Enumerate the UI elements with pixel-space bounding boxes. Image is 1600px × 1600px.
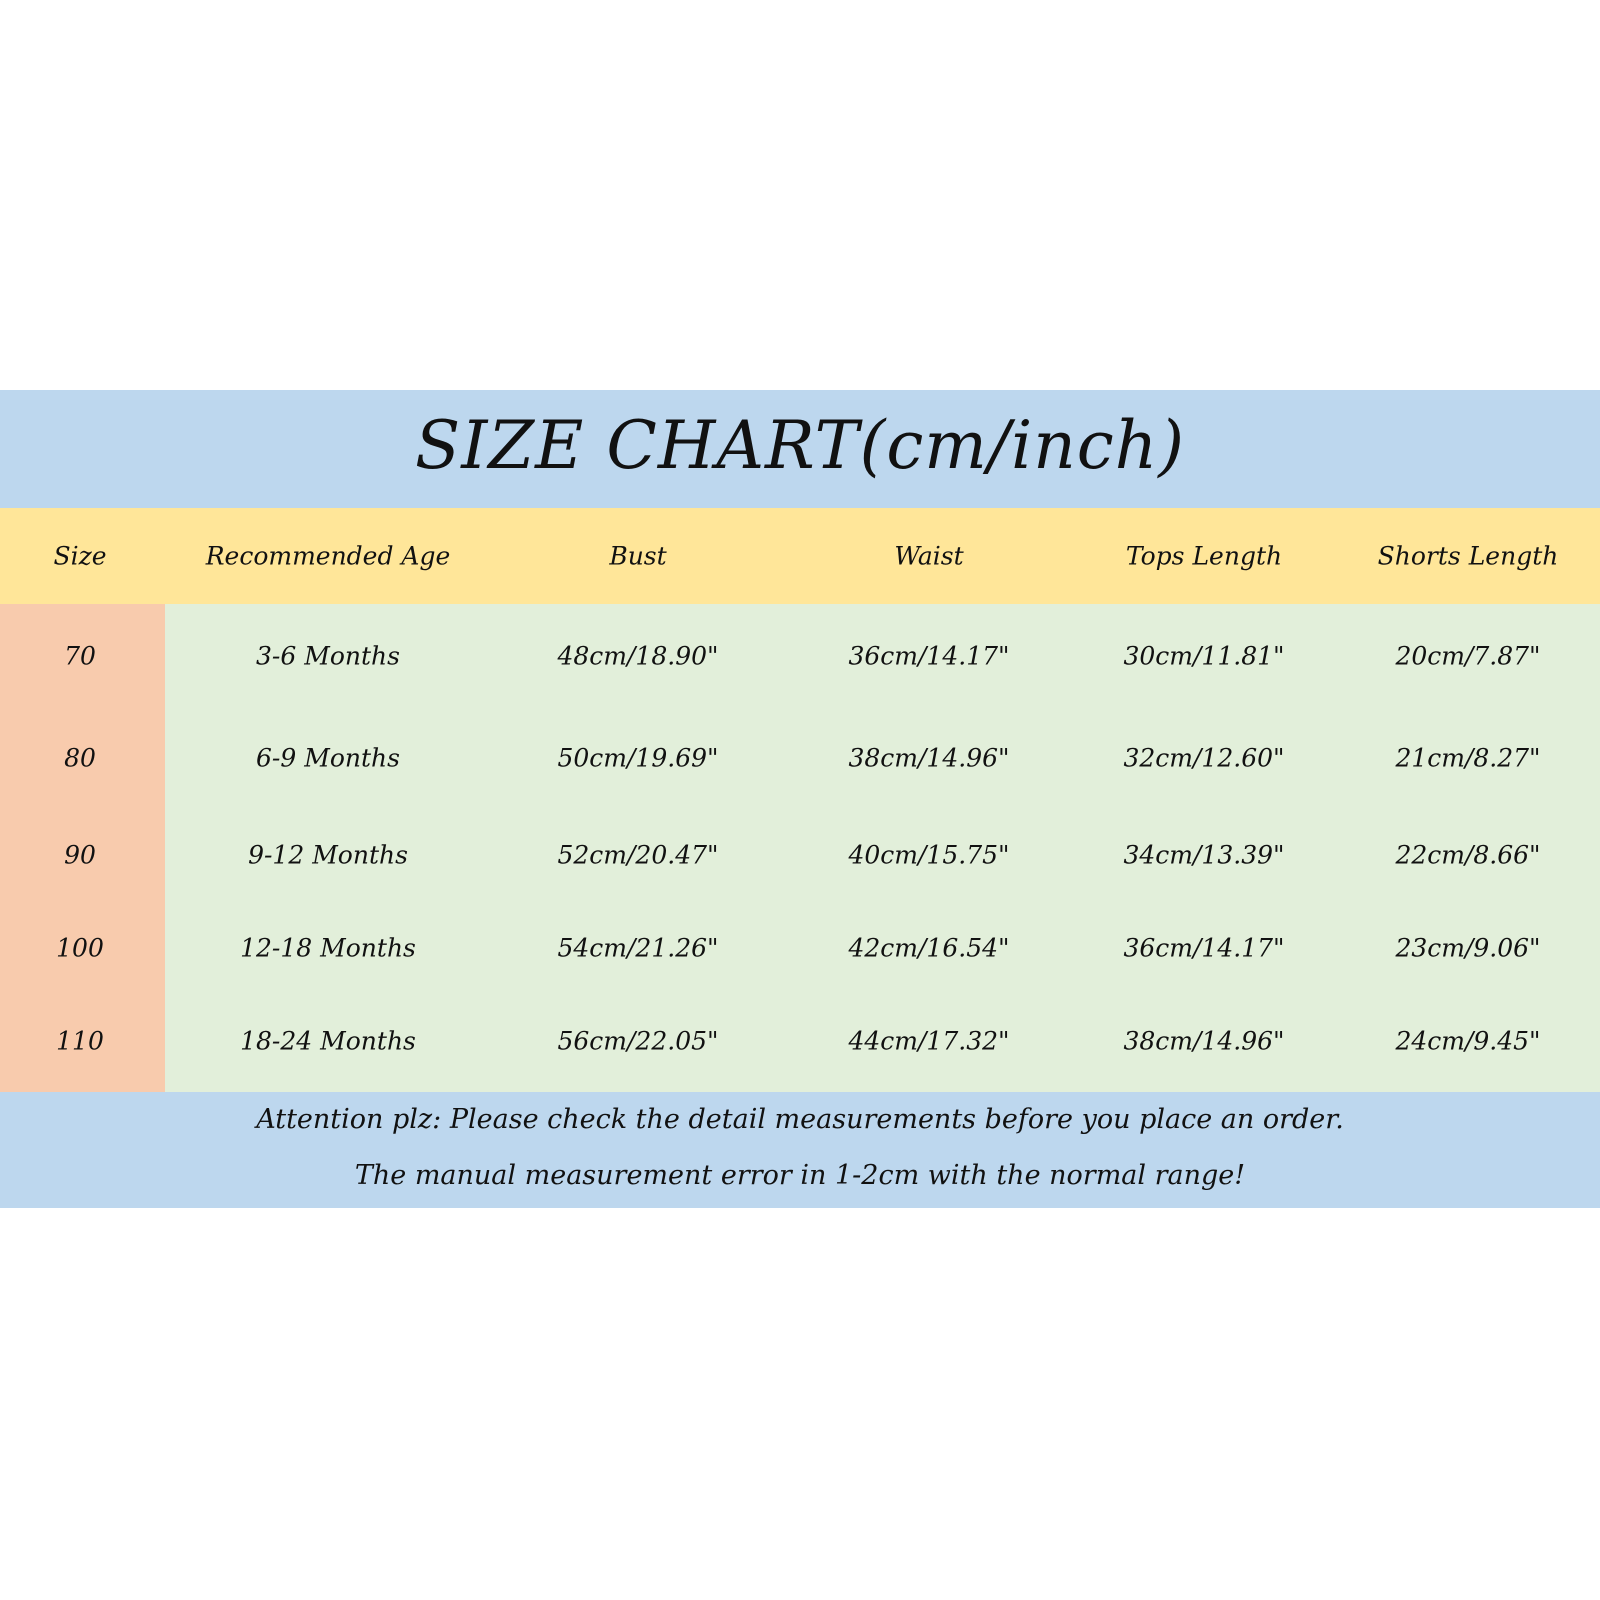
cell-size: 90 [64, 840, 96, 870]
cell-age: 18-24 Months [240, 1026, 416, 1056]
cell-waist: 38cm/14.96" [848, 743, 1010, 773]
cell-size: 70 [64, 641, 96, 671]
cell-size: 100 [56, 933, 104, 963]
cell-tops-length: 38cm/14.96" [1123, 1026, 1285, 1056]
header-bust: Bust [609, 541, 667, 571]
cell-tops-length: 32cm/12.60" [1123, 743, 1285, 773]
header-tops-length: Tops Length [1125, 541, 1283, 571]
title-band [0, 390, 1600, 508]
cell-waist: 44cm/17.32" [848, 1026, 1010, 1056]
cell-age: 12-18 Months [240, 933, 416, 963]
cell-bust: 52cm/20.47" [557, 840, 719, 870]
cell-bust: 48cm/18.90" [557, 641, 719, 671]
cell-age: 9-12 Months [248, 840, 408, 870]
cell-shorts-length: 20cm/7.87" [1395, 641, 1541, 671]
cell-waist: 42cm/16.54" [848, 933, 1010, 963]
cell-waist: 40cm/15.75" [848, 840, 1010, 870]
cell-tops-length: 36cm/14.17" [1123, 933, 1285, 963]
cell-age: 3-6 Months [256, 641, 400, 671]
chart-title: SIZE CHART(cm/inch) [415, 406, 1185, 484]
header-recommended-age: Recommended Age [205, 541, 451, 571]
cell-shorts-length: 21cm/8.27" [1395, 743, 1541, 773]
cell-tops-length: 34cm/13.39" [1123, 840, 1285, 870]
cell-tops-length: 30cm/11.81" [1123, 641, 1285, 671]
cell-bust: 54cm/21.26" [557, 933, 719, 963]
attention-note: Attention plz: Please check the detail measurements before you place an order. [256, 1104, 1344, 1135]
footer-band [0, 1092, 1600, 1208]
cell-bust: 56cm/22.05" [557, 1026, 719, 1056]
header-waist: Waist [894, 541, 964, 571]
cell-bust: 50cm/19.69" [557, 743, 719, 773]
header-row [0, 508, 1600, 604]
cell-size: 110 [56, 1026, 104, 1056]
cell-waist: 36cm/14.17" [848, 641, 1010, 671]
cell-shorts-length: 23cm/9.06" [1395, 933, 1541, 963]
header-size: Size [53, 541, 107, 571]
cell-age: 6-9 Months [256, 743, 400, 773]
cell-shorts-length: 22cm/8.66" [1395, 840, 1541, 870]
header-shorts-length: Shorts Length [1377, 541, 1559, 571]
cell-size: 80 [64, 743, 96, 773]
cell-shorts-length: 24cm/9.45" [1395, 1026, 1541, 1056]
size-chart [0, 390, 1600, 1208]
measurement-error-note: The manual measurement error in 1-2cm with the normal range! [354, 1160, 1246, 1191]
